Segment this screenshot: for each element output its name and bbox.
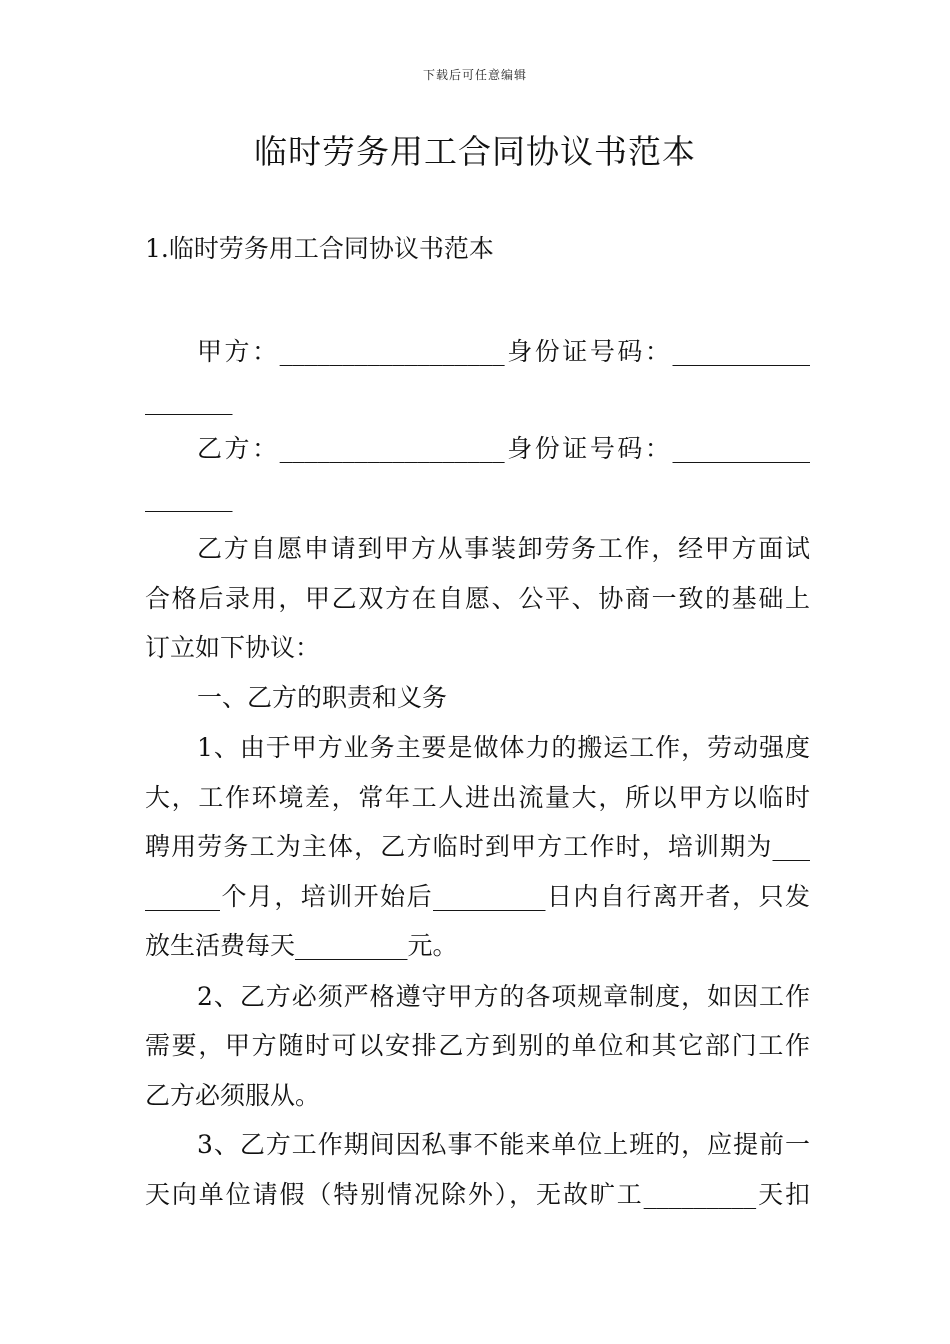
paragraph-line: 订立如下协议： — [145, 633, 321, 662]
paragraph-line: 需要，甲方随时可以安排乙方到别的单位和其它部门工作 — [145, 1031, 810, 1060]
paragraph-line: 2、乙方必须严格遵守甲方的各项规章制度，如因工作 — [197, 982, 810, 1011]
paragraph-line: 合格后录用，甲乙双方在自愿、公平、协商一致的基础上 — [145, 584, 810, 613]
paragraph-line: 乙方必须服从。 — [145, 1081, 321, 1110]
paragraph-line: 1、由于甲方业务主要是做体力的搬运工作，劳动强度 — [197, 733, 810, 762]
paragraph-line: 放生活费每天_________元。 — [145, 931, 458, 960]
paragraph-line: 大，工作环境差，常年工人进出流量大，所以甲方以临时 — [145, 783, 810, 812]
paragraph-line: 乙方自愿申请到甲方从事装卸劳务工作，经甲方面试 — [197, 534, 810, 563]
paragraph-line: 聘用劳务工为主体，乙方临时到甲方工作时，培训期为___ — [145, 832, 810, 861]
party-a-line: 甲方：__________________身份证号码：___________ — [197, 337, 810, 366]
clause-heading: 一、乙方的职责和义务 — [197, 683, 448, 712]
paragraph-line: 天向单位请假（特别情况除外），无故旷工_________天扣 — [145, 1180, 810, 1209]
paragraph-line: 3、乙方工作期间因私事不能来单位上班的，应提前一 — [197, 1130, 810, 1159]
paragraph-line: ______个月，培训开始后_________日内自行离开者，只发 — [145, 882, 810, 911]
header-note: 下载后可任意编辑 — [422, 68, 527, 82]
party-b-line: 乙方：__________________身份证号码：___________ — [197, 434, 810, 463]
document-title: 临时劳务用工合同协议书范本 — [254, 132, 696, 171]
section-heading: 1.临时劳务用工合同协议书范本 — [145, 234, 494, 263]
party-a-line-cont: _______ — [145, 386, 233, 415]
party-b-line-cont: _______ — [145, 483, 233, 512]
